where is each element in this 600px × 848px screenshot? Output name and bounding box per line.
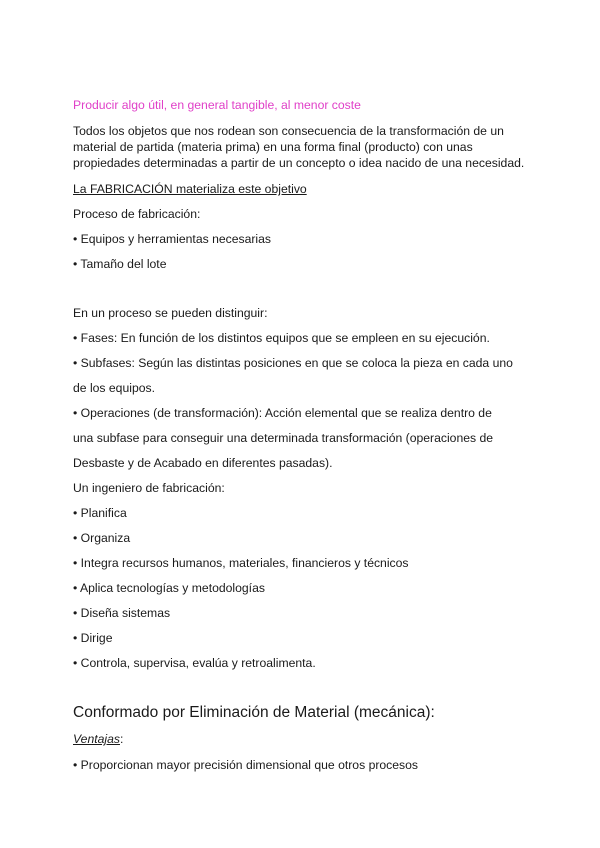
list-item: • Diseña sistemas (73, 606, 171, 620)
intro-line: propiedades determinadas a partir de un concepto o idea nacido de una necesidad. (73, 156, 525, 170)
list-item: • Dirige (73, 631, 113, 645)
intro-line: Todos los objetos que nos rodean son consecuencia de la transformación de un (73, 124, 504, 138)
fabricacion-line: La FABRICACIÓN materializa este objetivo (73, 182, 307, 196)
list-item: • Fases: En función de los distintos equipos que se empleen en su ejecución. (73, 331, 490, 345)
list-item: • Operaciones (de transformación): Acción elemental que se realiza dentro de (73, 406, 492, 420)
list-item-continued: una subfase para conseguir una determinada transformación (operaciones de (73, 431, 494, 445)
list-item: • Controla, supervisa, evalúa y retroalimenta. (73, 656, 316, 670)
list-item-continued: Desbaste y de Acabado en diferentes pasadas). (73, 456, 333, 470)
list-item: • Proporcionan mayor precisión dimensional que otros procesos (73, 758, 419, 772)
list-item: • Aplica tecnologías y metodologías (73, 581, 265, 595)
ventajas-colon: : (119, 732, 124, 746)
ventajas-label: Ventajas (73, 732, 120, 746)
section-heading: Conformado por Eliminación de Material (mecánica): (73, 704, 435, 721)
proceso-label: Proceso de fabricación: (73, 207, 201, 221)
list-item: • Tamaño del lote (73, 257, 167, 271)
subtitle: Producir algo útil, en general tangible, al menor coste (73, 98, 361, 112)
list-item: • Organiza (73, 531, 131, 545)
list-item-continued: de los equipos. (73, 381, 155, 395)
ingeniero-label: Un ingeniero de fabricación: (73, 481, 225, 495)
list-item: • Equipos y herramientas necesarias (73, 232, 272, 246)
list-item: • Subfases: Según las distintas posiciones en que se coloca la pieza en cada uno (73, 356, 513, 370)
ventajas-line (73, 731, 123, 747)
distinguir-label: En un proceso se pueden distinguir: (73, 306, 268, 320)
intro-line: material de partida (materia prima) en una forma final (producto) con unas (73, 140, 473, 154)
list-item: • Integra recursos humanos, materiales, financieros y técnicos (73, 556, 409, 570)
list-item: • Planifica (73, 506, 127, 520)
